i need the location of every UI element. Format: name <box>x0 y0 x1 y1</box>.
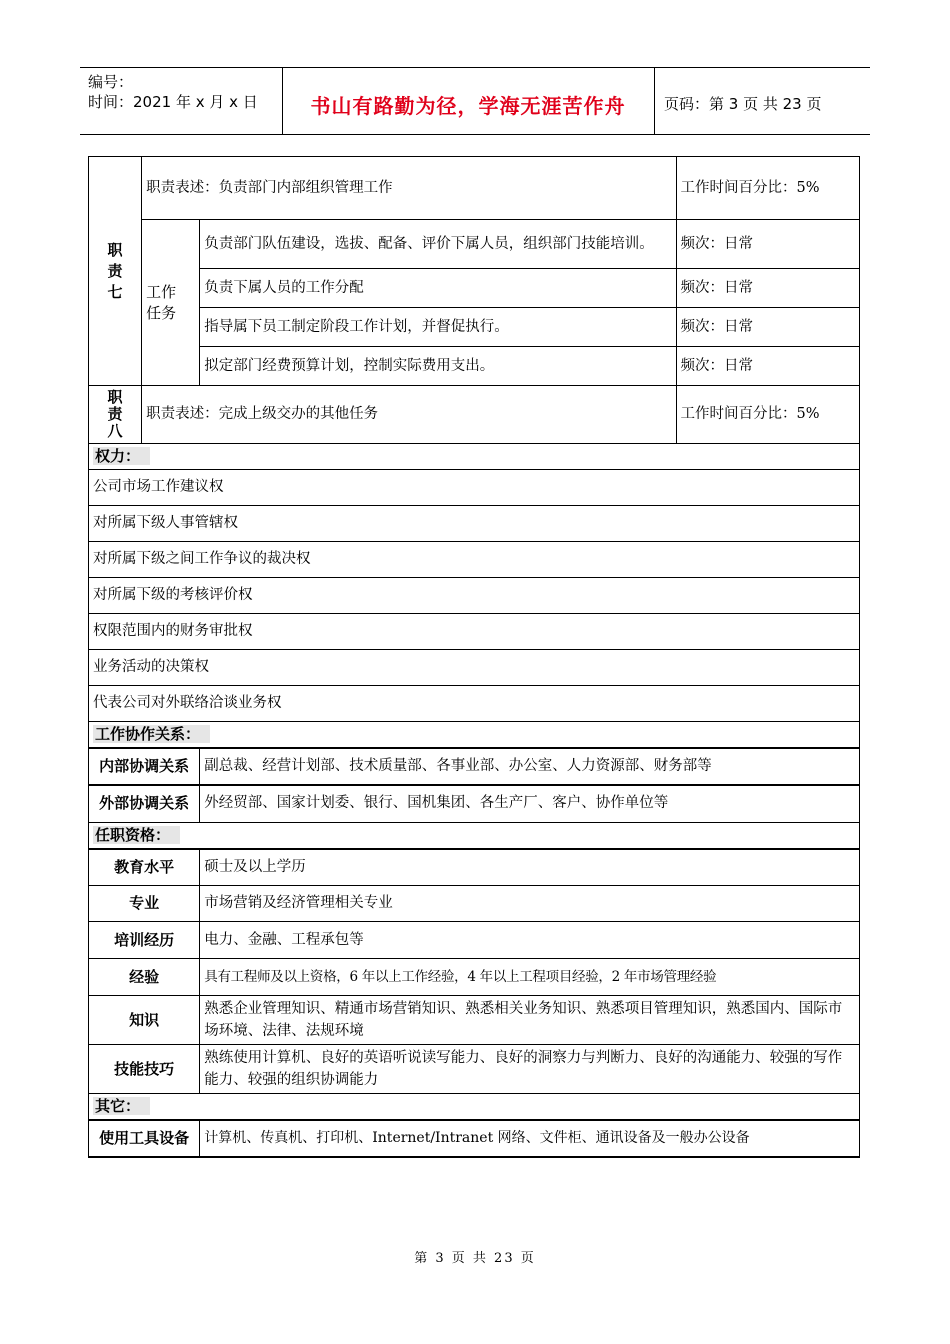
duty7-task-freq: 频次：日常 <box>676 347 860 386</box>
external-relations-value: 外经贸部、国家计划委、银行、国机集团、各生产厂、客户、协作单位等 <box>200 785 860 822</box>
header-top-rule <box>80 67 870 68</box>
rights-item <box>89 686 860 722</box>
qualification-value: 熟练使用计算机、良好的英语听说读写能力、良好的洞察力与判断力、良好的沟通能力、较强的写作能力、较强的组织协调能力 <box>200 1045 860 1094</box>
rights-item <box>89 506 860 542</box>
relations-title: 工作协作关系： <box>93 725 210 743</box>
external-relations-label: 外部协调关系 <box>89 785 200 822</box>
page-footer: 第 3 页 共 23 页 <box>414 1251 536 1266</box>
qualification-row <box>89 922 860 959</box>
rights-item-text: 对所属下级的考核评价权 <box>89 578 860 614</box>
qualification-row <box>89 1045 860 1094</box>
tools-label: 使用工具设备 <box>89 1120 200 1157</box>
duty7-task-freq: 频次：日常 <box>676 308 860 347</box>
rights-item <box>89 650 860 686</box>
rights-item-text: 公司市场工作建议权 <box>89 470 860 506</box>
rights-item <box>89 470 860 506</box>
duty7-task-freq: 频次：日常 <box>676 220 860 269</box>
rights-section-header <box>89 444 860 470</box>
duty8-description: 职责表述：完成上级交办的其他任务 <box>142 386 676 444</box>
qualification-row <box>89 959 860 996</box>
qualification-value: 电力、金融、工程承包等 <box>200 922 860 959</box>
qualification-label: 专业 <box>89 886 200 922</box>
duty7-task-freq: 频次：日常 <box>676 269 860 308</box>
duty8-label: 职 责 八 <box>89 386 142 444</box>
duty7-task-row <box>89 220 860 269</box>
date-line: 时间：2021 年 x 月 x 日 <box>88 93 258 111</box>
duty7-task-text: 拟定部门经费预算计划，控制实际费用支出。 <box>200 347 676 386</box>
rights-item <box>89 578 860 614</box>
rights-item <box>89 542 860 578</box>
tools-value: 计算机、传真机、打印机、Internet/Intranet 网络、文件柜、通讯设备及一般办公设备 <box>200 1120 860 1157</box>
duty7-task-row <box>89 269 860 308</box>
rights-item-text: 权限范围内的财务审批权 <box>89 614 860 650</box>
duty7-task-row <box>89 347 860 386</box>
others-section-header <box>89 1094 860 1121</box>
qualification-value: 熟悉企业管理知识、精通市场营销知识、熟悉相关业务知识、熟悉项目管理知识，熟悉国内、国际市场环境、法律、法规环境 <box>200 996 860 1045</box>
qualification-label: 技能技巧 <box>89 1045 200 1094</box>
relations-section-header <box>89 722 860 749</box>
rights-item-text: 代表公司对外联络洽谈业务权 <box>89 686 860 722</box>
duty7-description: 职责表述：负责部门内部组织管理工作 <box>142 157 676 220</box>
duty8-row <box>89 386 860 444</box>
qualification-value: 具有工程师及以上资格，6 年以上工作经验，4 年以上工程项目经验，2 年市场管理经验 <box>200 959 860 996</box>
header-bottom-rule <box>80 134 870 135</box>
others-title: 其它： <box>93 1097 150 1115</box>
internal-relations-value: 副总裁、经营计划部、技术质量部、各事业部、办公室、人力资源部、财务部等 <box>200 748 860 785</box>
duty7-label: 职 责 七 <box>89 157 142 386</box>
internal-relations-row <box>89 748 860 785</box>
duty7-task-text: 负责部门队伍建设，选拔、配备、评价下属人员，组织部门技能培训。 <box>200 220 676 269</box>
duty7-description-row <box>89 157 860 220</box>
qualification-label: 知识 <box>89 996 200 1045</box>
qualification-label: 经验 <box>89 959 200 996</box>
rights-item-text: 业务活动的决策权 <box>89 650 860 686</box>
job-description-table <box>88 156 860 1158</box>
qualifications-title: 任职资格： <box>93 826 180 844</box>
duty8-time-pct: 工作时间百分比：5% <box>676 386 860 444</box>
header-page-info: 页码：第 3 页 共 23 页 <box>664 95 822 113</box>
internal-relations-label: 内部协调关系 <box>89 748 200 785</box>
qualification-value: 市场营销及经济管理相关专业 <box>200 886 860 922</box>
qualification-row <box>89 996 860 1045</box>
qualification-label: 教育水平 <box>89 849 200 886</box>
rights-item <box>89 614 860 650</box>
rights-title: 权力： <box>93 447 150 465</box>
qualifications-section-header <box>89 822 860 849</box>
external-relations-row <box>89 785 860 822</box>
qualification-row <box>89 849 860 886</box>
rights-item-text: 对所属下级人事管辖权 <box>89 506 860 542</box>
qualification-row <box>89 886 860 922</box>
header-divider <box>654 67 655 134</box>
duty7-time-pct: 工作时间百分比：5% <box>676 157 860 220</box>
code-label: 编号： <box>88 73 134 91</box>
tools-row <box>89 1120 860 1157</box>
duty7-task-text: 指导属下员工制定阶段工作计划，并督促执行。 <box>200 308 676 347</box>
qualification-label: 培训经历 <box>89 922 200 959</box>
duty7-task-row <box>89 308 860 347</box>
duty7-task-label: 工作 任务 <box>142 220 200 386</box>
duty7-task-text: 负责下属人员的工作分配 <box>200 269 676 308</box>
rights-item-text: 对所属下级之间工作争议的裁决权 <box>89 542 860 578</box>
header-motto: 书山有路勤为径，学海无涯苦作舟 <box>310 94 626 118</box>
qualification-value: 硕士及以上学历 <box>200 849 860 886</box>
header-meta <box>88 72 258 112</box>
